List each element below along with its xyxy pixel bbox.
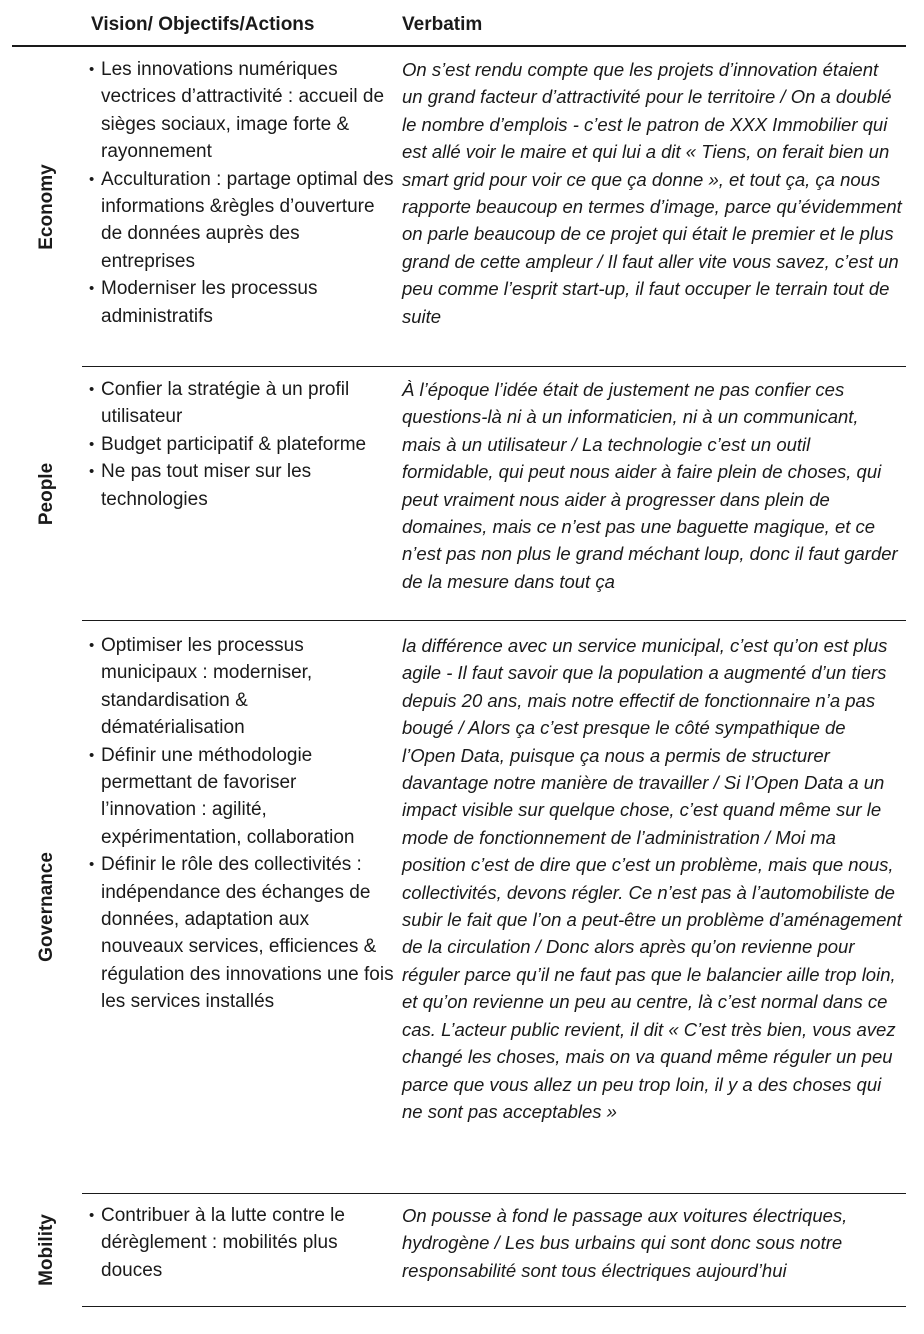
bullet-item: • Contribuer à la lutte contre le dérèglement : mobilités plus douces <box>89 1202 394 1284</box>
bullet-list-governance <box>89 632 394 1016</box>
column-header-verbatim: Verbatim <box>402 14 483 35</box>
category-label: Economy <box>36 164 57 250</box>
verbatim-text-economy: On s’est rendu compte que les projets d’innovation étaient un grand facteur d’attractivité pour le territoire / On a doublé le nombre d’emplois - c’est le patron de XXX Immobilier qui est allé voir le maire et qui lui a dit « Tiens, on ferait bien un smart grid pour voir ce que ça donne », et tout ça, ça nous rapporte beaucoup en termes d’image, parce qu’évidemment on parle beaucoup de ce projet qui était le premier et le plus grand de cette ampleur / Il faut aller vite vous savez, c’est un peu comme l’esprit start-up, il faut occuper le terrain tout de suite <box>402 59 902 327</box>
column-header-vision: Vision/ Objectifs/Actions <box>91 14 315 35</box>
bullet-item: • Confier la stratégie à un profil utilisateur <box>89 376 394 431</box>
bullet-item: • Moderniser les processus administratifs <box>89 275 394 330</box>
bullet-list-economy <box>89 56 394 330</box>
bullet-item: • Optimiser les processus municipaux : moderniser, standardisation & dématérialisation <box>89 632 394 742</box>
row-category-economy <box>22 48 72 366</box>
verbatim-text-mobility: On pousse à fond le passage aux voitures électriques, hydrogène / Les bus urbains qui sont donc sous notre responsabilité sont tous électriques aujourd’hui <box>402 1205 848 1281</box>
bullet-item: • Définir le rôle des collectivités : indépendance des échanges de données, adaptation aux nouveaux services, efficiences & régulation des innovations une fois les services installés <box>89 851 394 1015</box>
row-category-people <box>22 367 72 620</box>
row-category-mobility <box>22 1194 72 1306</box>
table-bottom-rule <box>82 1306 906 1307</box>
bullet-item: • Acculturation : partage optimal des informations &règles d’ouverture de données auprès des entreprises <box>89 166 394 276</box>
verbatim-text-people: À l’époque l’idée était de justement ne pas confier ces questions-là ni à un informaticien, ni à un communicant, mais à un utilisateur / La technologie c’est un outil formidable, qui peut nous aider à faire plein de choses, qui peut vraiment nous aider à progresser dans plein de domaines, mais ce n’est pas une baguette magique, et ce n’est pas non plus le grand méchant loup, donc il faut garder de la mesure dans tout ça <box>402 379 898 592</box>
bullet-item: • Budget participatif & plateforme <box>89 431 394 458</box>
bullet-list-mobility <box>89 1202 394 1284</box>
row-category-governance <box>22 621 72 1193</box>
bullet-list-people <box>89 376 394 513</box>
bullet-item: • Ne pas tout miser sur les technologies <box>89 458 394 513</box>
row-divider <box>82 366 906 367</box>
row-divider <box>82 1193 906 1194</box>
header-divider <box>12 45 906 47</box>
bullet-item: • Les innovations numériques vectrices d’attractivité : accueil de sièges sociaux, image forte & rayonnement <box>89 56 394 166</box>
row-divider <box>82 620 906 621</box>
verbatim-text-governance: la différence avec un service municipal, c’est qu’on est plus agile - Il faut savoir que la population a augmenté d’un tiers depuis 20 ans, mais notre effectif de fonctionnaire n’a pas bougé / Alors ça c’est presque le côté sympathique de l’Open Data, puisque ça nous a permis de structurer davantage notre manière de travailler / Si l’Open Data a un impact visible sur quelque chose, c’est quand même sur le mode de fonctionnement de l’administration / Moi ma position c’est de dire que c’est un problème, mais que nous, collectivités, devons régler. Ce n’est pas à l’automobiliste de subir le fait que l’on a peut-être un problème d’aménagement de la circulation / Donc alors après qu’on revienne pour réguler parce qu’il ne faut pas que le balancier aille trop loin, et qu’on revienne un peu au centre, là c’est normal dans ce cas. L’acteur public revient, il dit « C’est très bien, vous avez changé les choses, mais on va quand même réguler un peu parce que vous allez un peu trop loin, il y a des choses qui ne sont pas acceptables » <box>402 635 902 1122</box>
bullet-item: • Définir une méthodologie permettant de favoriser l’innovation : agilité, expérimentation, collaboration <box>89 742 394 852</box>
category-label: People <box>36 462 57 525</box>
category-label: Mobility <box>36 1214 57 1286</box>
category-label: Governance <box>36 852 58 962</box>
